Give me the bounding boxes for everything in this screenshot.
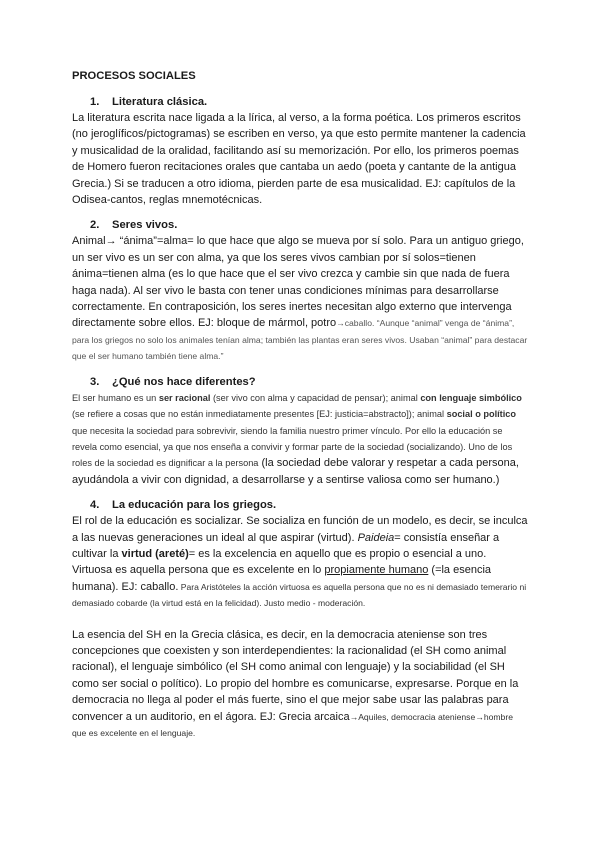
- section-4-note: Para Aristóteles la acción virtuosa es aquella persona que no es ni demasiado temerario ni demasiado cobarde (la virtud está en la felicidad). Justo medio - moderación.: [72, 581, 527, 609]
- section-3-heading: 3. ¿Qué nos hace diferentes?: [90, 375, 256, 388]
- document-page: [72, 70, 528, 741]
- document-title: PROCESOS SOCIALES: [72, 70, 196, 82]
- section-2-note: →caballo. “Aunque “animal” venga de “ánima”, para los griegos no solo los animales tenían alma; también las plantas eran seres vivos. Usaban “animal” para destacar que el ser humano también tiene alma.”: [72, 318, 528, 362]
- section-3-text: El ser humano es un ser racional (ser vivo con alma y capacidad de pensar); animal con lenguaje simbólico (se refiere a cosas que no están inmediatamente presentes [EJ: justicia=abstracto]); animal social o político que necesita la sociedad para sobrevivir, siendo la familia nuestro primer vínculo. Por ello la educación se revela como esencial, ya que nos enseña a convivir y formar parte de la sociedad (socializando). Uno de los roles de la sociedad es dignificar a la persona (la sociedad debe valorar y respetar a cada persona, ayudándola a vivir con dignidad, a desarrollarse y a sentirse valiosa como ser humano.): [72, 392, 522, 486]
- closing-paragraph: La esencia del SH en la Grecia clásica, es decir, en la democracia ateniense son tres concepciones que coexisten y son interdependientes: la racionalidad (el SH como animal racional), el lenguaje simbólico (el SH como animal con lenguaje) y la sociabilidad (el SH como ser social o político). Lo propio del hombre es comunicarse, expresarse. Porque en la democracia no llega al poder el más fuerte, sino el que mejor sabe usar las palabras para convencer a un auditorio, en el ágora. EJ: Grecia arcaica→Aquiles, democracia ateniense→hombre que es excelente en el lenguaje.: [72, 628, 519, 738]
- section-1-heading: 1. Literatura clásica.: [90, 96, 208, 108]
- section-4-text: El rol de la educación es socializar. Se socializa en función de un modelo, es decir, se inculca a las nuevas generaciones un ideal al que aspirar (virtud). Paideia= consistía enseñar a cultivar la virtud (areté)= es la excelencia en aquello que es propio o esencial a uno. Virtuosa es aquella persona que es excelente en lo propiamente humano (=la esencia humana). EJ: caballo. Para Aristóteles la acción virtuosa es aquella persona que no es ni demasiado temerario ni demasiado cobarde (la virtud está en la felicidad). Justo medio - moderación.: [72, 515, 528, 609]
- section-1-text: La literatura escrita nace ligada a la lírica, al verso, a la forma poética. Los primeros escritos (no jeroglíficos/pictogramas) se escriben en verso, ya que esto permite mantener la cadencia y musicalidad de la oralidad, facilitando así su memorización. Por ello, los primeros poemas de Homero fueron recitaciones orales que cantaba un aedo (poeta y cantante de la antigua Grecia.) Si se traducen a otro idioma, pierden parte de esa musicalidad. EJ: capítulos de la Odisea-cantos, reglas mnemotécnicas.: [72, 112, 526, 207]
- section-2-text: Animal→ “ánima”=alma= lo que hace que algo se mueva por sí solo. Para un antiguo griego, un ser vivo es un ser con alma, ya que los seres vivos cambian por sí solos=tienen ánima=tienen alma (es lo que hace que el ser vivo crezca y cambie sin que nada de fuera haga nada). Al ser vivo le basta con tener unas condiciones mínimas para desarrollarse correctamente. En contraposición, los seres inertes necesitan algo externo que intervenga directamente sobre ellos. EJ: bloque de mármol, potro→caballo. “Aunque “animal” venga de “ánima”, para los griegos no solo los animales tenían alma; también las plantas eran seres vivos. Usaban “animal” para destacar que el ser humano también tiene alma.”: [72, 235, 528, 362]
- section-4-heading: 4. La educación para los griegos.: [90, 499, 277, 512]
- section-2-heading: 2. Seres vivos.: [90, 219, 178, 232]
